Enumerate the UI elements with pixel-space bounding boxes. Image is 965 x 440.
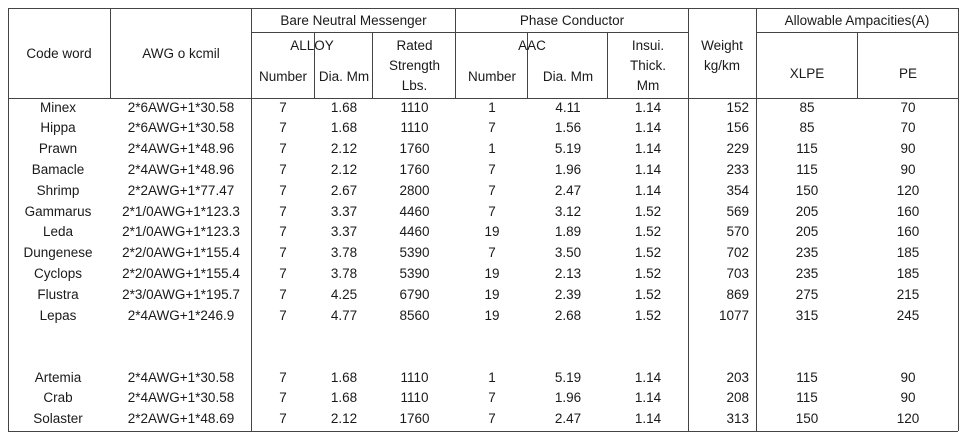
pe-ampacity-cell: 160 bbox=[896, 224, 920, 239]
weight-cell: 229 bbox=[726, 141, 749, 156]
insulation-thick-cell: 1.52 bbox=[634, 204, 662, 219]
rated-strength-cell: 5390 bbox=[399, 245, 430, 260]
code-word-cell: Dungenese bbox=[23, 245, 93, 260]
insulation-thick-cell: 1.14 bbox=[634, 390, 662, 405]
grid-line bbox=[8, 8, 958, 9]
header-phase-conductor: Phase Conductor bbox=[519, 13, 625, 28]
insulation-thick-cell: 1.52 bbox=[634, 287, 662, 302]
messenger-number-cell: 7 bbox=[279, 245, 287, 260]
phase-number-cell: 7 bbox=[488, 411, 496, 426]
weight-cell: 203 bbox=[726, 370, 749, 385]
grid-line bbox=[251, 32, 688, 33]
grid-line bbox=[607, 32, 608, 98]
pe-ampacity-cell: 185 bbox=[896, 266, 920, 281]
header-code-word: Code word bbox=[26, 46, 92, 61]
messenger-number-cell: 7 bbox=[279, 224, 287, 239]
code-word-cell: Leda bbox=[42, 224, 74, 239]
rated-strength-cell: 1110 bbox=[400, 100, 429, 115]
pe-ampacity-cell: 120 bbox=[896, 183, 920, 198]
xlpe-ampacity-cell: 85 bbox=[799, 100, 815, 115]
messenger-number-cell: 7 bbox=[279, 204, 287, 219]
pe-ampacity-cell: 120 bbox=[896, 411, 920, 426]
awg-cell: 2*1/0AWG+1*123.3 bbox=[122, 224, 240, 239]
header-awg: AWG o kcmil bbox=[142, 46, 220, 61]
messenger-number-cell: 7 bbox=[279, 266, 287, 281]
code-word-cell: Solaster bbox=[33, 411, 83, 426]
rated-strength-cell: 1110 bbox=[400, 120, 429, 135]
weight-cell: 156 bbox=[726, 120, 749, 135]
messenger-dia-cell: 1.68 bbox=[330, 100, 358, 115]
insulation-thick-cell: 1.14 bbox=[634, 120, 662, 135]
awg-cell: 2*2/0AWG+1*155.4 bbox=[122, 266, 240, 281]
phase-dia-cell: 2.47 bbox=[554, 183, 582, 198]
phase-number-cell: 19 bbox=[484, 287, 500, 302]
awg-cell: 2*2/0AWG+1*155.4 bbox=[122, 245, 240, 260]
phase-dia-cell: 1.89 bbox=[554, 224, 582, 239]
messenger-number-cell: 7 bbox=[279, 308, 287, 323]
pe-ampacity-cell: 215 bbox=[896, 287, 920, 302]
phase-dia-cell: 3.12 bbox=[554, 204, 582, 219]
xlpe-ampacity-cell: 150 bbox=[795, 183, 819, 198]
code-word-cell: Prawn bbox=[38, 141, 78, 156]
xlpe-ampacity-cell: 150 bbox=[795, 411, 819, 426]
xlpe-ampacity-cell: 115 bbox=[796, 162, 818, 177]
grid-line bbox=[8, 98, 958, 99]
awg-cell: 2*4AWG+1*48.96 bbox=[127, 141, 235, 156]
header-strength: Strength bbox=[388, 58, 441, 73]
insulation-thick-cell: 1.14 bbox=[634, 162, 662, 177]
phase-number-cell: 7 bbox=[488, 204, 496, 219]
header-bare-neutral: Bare Neutral Messenger bbox=[280, 13, 427, 28]
messenger-number-cell: 7 bbox=[279, 120, 287, 135]
phase-number-cell: 1 bbox=[488, 141, 496, 156]
phase-dia-cell: 2.47 bbox=[554, 411, 582, 426]
header-phase-dia: Dia. Mm bbox=[542, 69, 594, 84]
header-phase-number: Number bbox=[467, 69, 516, 84]
xlpe-ampacity-cell: 315 bbox=[795, 308, 819, 323]
xlpe-ampacity-cell: 115 bbox=[796, 370, 818, 385]
xlpe-ampacity-cell: 115 bbox=[796, 390, 818, 405]
code-word-cell: Flustra bbox=[37, 287, 79, 302]
weight-cell: 208 bbox=[726, 390, 749, 405]
header-thick: Thick. bbox=[629, 58, 666, 73]
header-aac: AAC bbox=[518, 38, 546, 53]
messenger-dia-cell: 1.68 bbox=[330, 120, 358, 135]
awg-cell: 2*6AWG+1*30.58 bbox=[127, 120, 235, 135]
messenger-dia-cell: 1.68 bbox=[330, 370, 358, 385]
grid-line bbox=[8, 431, 958, 432]
messenger-dia-cell: 1.68 bbox=[330, 390, 358, 405]
awg-cell: 2*3/0AWG+1*195.7 bbox=[122, 287, 240, 302]
messenger-dia-cell: 2.12 bbox=[330, 411, 358, 426]
insulation-thick-cell: 1.14 bbox=[634, 411, 662, 426]
messenger-number-cell: 7 bbox=[279, 287, 287, 302]
messenger-number-cell: 7 bbox=[279, 100, 287, 115]
code-word-cell: Hippa bbox=[40, 120, 76, 135]
pe-ampacity-cell: 90 bbox=[900, 390, 916, 405]
phase-dia-cell: 1.56 bbox=[554, 120, 582, 135]
phase-number-cell: 1 bbox=[488, 100, 496, 115]
messenger-dia-cell: 2.12 bbox=[330, 162, 358, 177]
phase-dia-cell: 2.13 bbox=[554, 266, 582, 281]
code-word-cell: Shrimp bbox=[36, 183, 80, 198]
header-allowable-ampacities: Allowable Ampacities(A) bbox=[784, 13, 930, 28]
weight-cell: 569 bbox=[726, 204, 749, 219]
messenger-dia-cell: 3.78 bbox=[330, 266, 358, 281]
xlpe-ampacity-cell: 235 bbox=[795, 266, 819, 281]
insulation-thick-cell: 1.14 bbox=[634, 141, 662, 156]
insulation-thick-cell: 1.52 bbox=[634, 308, 662, 323]
header-pe: PE bbox=[898, 66, 917, 81]
messenger-dia-cell: 4.77 bbox=[330, 308, 358, 323]
rated-strength-cell: 6790 bbox=[399, 287, 430, 302]
phase-number-cell: 7 bbox=[488, 120, 496, 135]
phase-number-cell: 19 bbox=[484, 224, 500, 239]
weight-cell: 313 bbox=[726, 411, 749, 426]
header-lbs: Lbs. bbox=[401, 78, 428, 93]
weight-cell: 570 bbox=[726, 224, 749, 239]
messenger-dia-cell: 2.67 bbox=[330, 183, 358, 198]
phase-number-cell: 7 bbox=[488, 183, 496, 198]
grid-line bbox=[455, 8, 456, 98]
awg-cell: 2*4AWG+1*48.96 bbox=[127, 162, 235, 177]
messenger-number-cell: 7 bbox=[279, 141, 287, 156]
messenger-dia-cell: 3.37 bbox=[330, 224, 358, 239]
weight-cell: 1077 bbox=[718, 308, 749, 323]
header-messenger-dia: Dia. Mm bbox=[318, 69, 370, 84]
phase-number-cell: 19 bbox=[484, 308, 500, 323]
phase-dia-cell: 2.68 bbox=[554, 308, 582, 323]
insulation-thick-cell: 1.52 bbox=[634, 245, 662, 260]
pe-ampacity-cell: 160 bbox=[896, 204, 920, 219]
awg-cell: 2*4AWG+1*246.9 bbox=[127, 308, 235, 323]
messenger-number-cell: 7 bbox=[279, 411, 287, 426]
weight-cell: 869 bbox=[726, 287, 749, 302]
code-word-cell: Minex bbox=[39, 100, 76, 115]
pe-ampacity-cell: 90 bbox=[900, 141, 916, 156]
awg-cell: 2*2AWG+1*77.47 bbox=[127, 183, 235, 198]
pe-ampacity-cell: 185 bbox=[896, 245, 920, 260]
insulation-thick-cell: 1.14 bbox=[634, 370, 662, 385]
weight-cell: 152 bbox=[726, 100, 749, 115]
grid-line bbox=[857, 32, 858, 98]
awg-cell: 2*6AWG+1*30.58 bbox=[127, 100, 235, 115]
code-word-cell: Gammarus bbox=[24, 204, 92, 219]
messenger-number-cell: 7 bbox=[279, 162, 287, 177]
insulation-thick-cell: 1.14 bbox=[634, 100, 662, 115]
messenger-dia-cell: 3.37 bbox=[330, 204, 358, 219]
xlpe-ampacity-cell: 205 bbox=[795, 224, 819, 239]
rated-strength-cell: 8560 bbox=[399, 308, 430, 323]
header-weight: Weight bbox=[701, 38, 743, 53]
weight-cell: 354 bbox=[726, 183, 749, 198]
messenger-dia-cell: 4.25 bbox=[330, 287, 358, 302]
pe-ampacity-cell: 70 bbox=[900, 100, 916, 115]
rated-strength-cell: 1760 bbox=[399, 411, 430, 426]
xlpe-ampacity-cell: 115 bbox=[796, 141, 818, 156]
phase-number-cell: 19 bbox=[484, 266, 500, 281]
header-rated: Rated bbox=[396, 38, 433, 53]
phase-dia-cell: 5.19 bbox=[554, 370, 582, 385]
pe-ampacity-cell: 90 bbox=[900, 370, 916, 385]
header-thick-unit: Mm bbox=[636, 78, 660, 93]
insulation-thick-cell: 1.52 bbox=[634, 266, 662, 281]
insulation-thick-cell: 1.52 bbox=[634, 224, 662, 239]
rated-strength-cell: 5390 bbox=[399, 266, 430, 281]
rated-strength-cell: 4460 bbox=[399, 204, 430, 219]
phase-dia-cell: 2.39 bbox=[554, 287, 582, 302]
xlpe-ampacity-cell: 85 bbox=[799, 120, 815, 135]
phase-number-cell: 7 bbox=[488, 390, 496, 405]
awg-cell: 2*1/0AWG+1*123.3 bbox=[122, 204, 240, 219]
code-word-cell: Bamacle bbox=[31, 162, 85, 177]
awg-cell: 2*4AWG+1*30.58 bbox=[127, 390, 235, 405]
grid-line bbox=[372, 32, 373, 98]
rated-strength-cell: 2800 bbox=[399, 183, 430, 198]
awg-cell: 2*4AWG+1*30.58 bbox=[127, 370, 235, 385]
messenger-number-cell: 7 bbox=[279, 390, 287, 405]
xlpe-ampacity-cell: 205 bbox=[795, 204, 819, 219]
phase-dia-cell: 3.50 bbox=[554, 245, 582, 260]
awg-cell: 2*2AWG+1*48.69 bbox=[127, 411, 235, 426]
xlpe-ampacity-cell: 235 bbox=[795, 245, 819, 260]
pe-ampacity-cell: 90 bbox=[900, 162, 916, 177]
grid-line bbox=[110, 8, 111, 98]
phase-number-cell: 7 bbox=[488, 162, 496, 177]
weight-cell: 703 bbox=[726, 266, 749, 281]
code-word-cell: Artemia bbox=[34, 370, 82, 385]
grid-line bbox=[958, 8, 959, 431]
weight-cell: 233 bbox=[726, 162, 749, 177]
code-word-cell: Crab bbox=[43, 390, 73, 405]
rated-strength-cell: 1760 bbox=[399, 141, 430, 156]
phase-dia-cell: 4.11 bbox=[555, 100, 581, 115]
weight-cell: 702 bbox=[726, 245, 749, 260]
messenger-dia-cell: 3.78 bbox=[330, 245, 358, 260]
messenger-number-cell: 7 bbox=[279, 370, 287, 385]
rated-strength-cell: 1110 bbox=[400, 370, 429, 385]
pe-ampacity-cell: 245 bbox=[896, 308, 920, 323]
code-word-cell: Lepas bbox=[39, 308, 77, 323]
phase-number-cell: 1 bbox=[488, 370, 496, 385]
header-xlpe: XLPE bbox=[789, 66, 825, 81]
xlpe-ampacity-cell: 275 bbox=[795, 287, 819, 302]
rated-strength-cell: 4460 bbox=[399, 224, 430, 239]
phase-number-cell: 7 bbox=[488, 245, 496, 260]
header-alloy: ALLOY bbox=[290, 38, 334, 53]
pe-ampacity-cell: 70 bbox=[900, 120, 916, 135]
insulation-thick-cell: 1.14 bbox=[634, 183, 662, 198]
header-insui: Insui. bbox=[631, 38, 665, 53]
phase-dia-cell: 5.19 bbox=[554, 141, 582, 156]
header-messenger-number: Number bbox=[258, 69, 307, 84]
rated-strength-cell: 1760 bbox=[399, 162, 430, 177]
messenger-dia-cell: 2.12 bbox=[330, 141, 358, 156]
messenger-number-cell: 7 bbox=[279, 183, 287, 198]
phase-dia-cell: 1.96 bbox=[554, 162, 582, 177]
rated-strength-cell: 1110 bbox=[400, 390, 429, 405]
code-word-cell: Cyclops bbox=[33, 266, 82, 281]
header-weight-unit: kg/km bbox=[703, 58, 740, 73]
phase-dia-cell: 1.96 bbox=[554, 390, 582, 405]
